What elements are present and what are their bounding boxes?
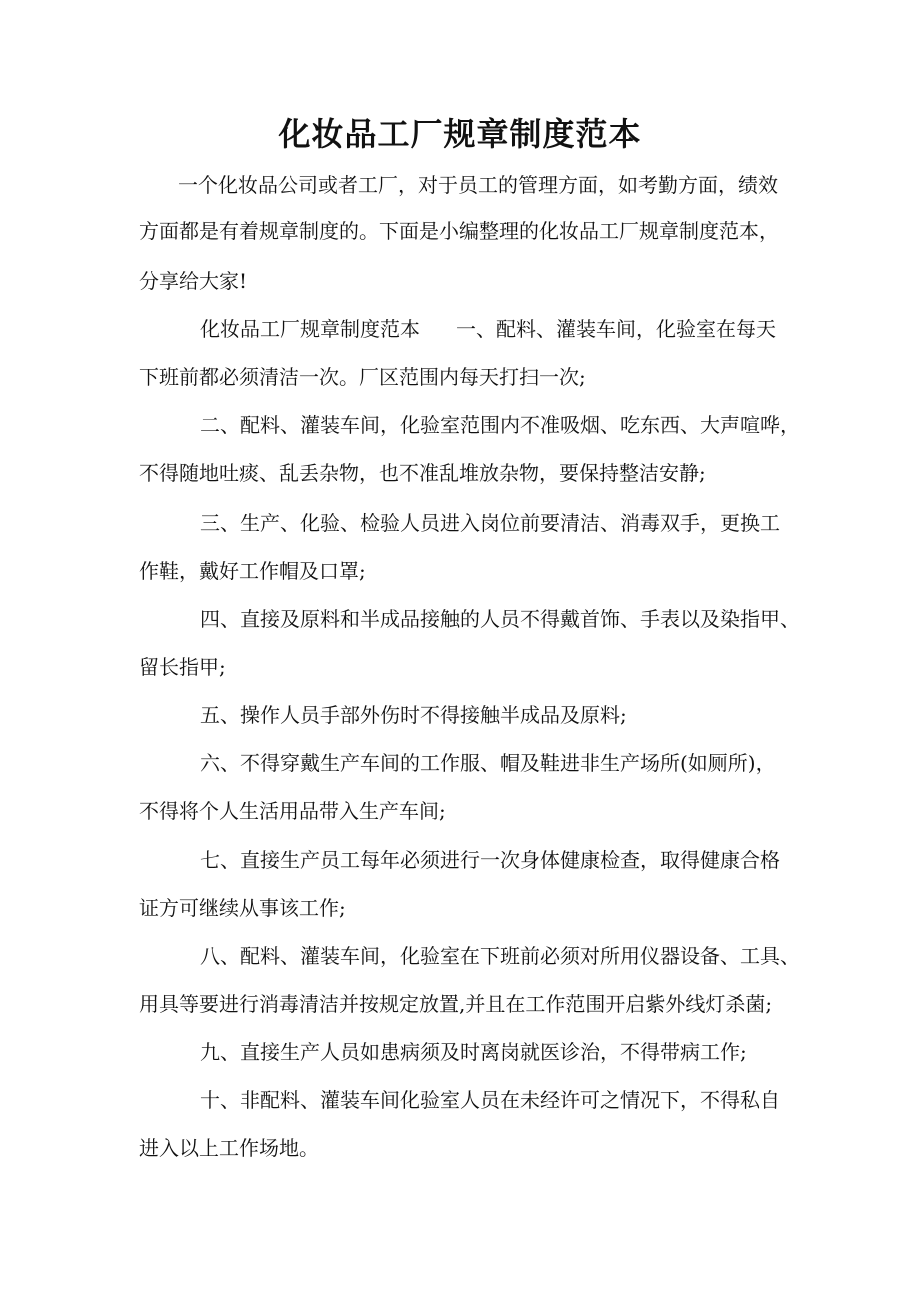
intro-line-2: 方面都是有着规章制度的。下面是小编整理的化妆品工厂规章制度范本，: [139, 219, 779, 243]
rule-2-line-1: 二、配料、灌装车间，化验室范围内不准吸烟、吃东西、大声喧哗，: [200, 413, 800, 437]
rule-10-line-1: 十、非配料、灌装车间化验室人员在未经许可之情况下，不得私自: [200, 1088, 780, 1112]
rule-1-text: 一、配料、灌装车间，化验室在每天: [456, 317, 776, 341]
intro-line-3: 分享给大家!: [139, 269, 248, 293]
rule-3-line-1: 三、生产、化验、检验人员进入岗位前要清洁、消毒双手，更换工: [200, 511, 780, 535]
rule-8-line-1: 八、配料、灌装车间，化验室在下班前必须对所用仪器设备、工具、: [200, 944, 800, 968]
rule-5-line-1: 五、操作人员手部外伤时不得接触半成品及原料;: [200, 703, 627, 727]
rule-4-line-2: 留长指甲;: [139, 655, 226, 679]
rule-1-line-1: [200, 314, 776, 344]
rule-7-line-2: 证方可继续从事该工作;: [139, 896, 346, 920]
rule-3-line-2: 作鞋，戴好工作帽及口罩;: [139, 559, 366, 583]
rule-8-line-2: 用具等要进行消毒清洁并按规定放置,并且在工作范围开启紫外线灯杀菌;: [139, 992, 773, 1016]
section-heading: 化妆品工厂规章制度范本: [200, 317, 420, 341]
intro-line-1: 一个化妆品公司或者工厂，对于员工的管理方面，如考勤方面，绩效: [178, 173, 778, 197]
rule-4-line-1: 四、直接及原料和半成品接触的人员不得戴首饰、手表以及染指甲、: [200, 607, 800, 631]
rule-6-line-1: 六、不得穿戴生产车间的工作服、帽及鞋进非生产场所(如厕所)，: [200, 751, 776, 775]
rule-9-line-1: 九、直接生产人员如患病须及时离岗就医诊治，不得带病工作;: [200, 1040, 747, 1064]
rule-2-line-2: 不得随地吐痰、乱丢杂物，也不准乱堆放杂物，要保持整洁安静;: [139, 461, 706, 485]
document-title: 化妆品工厂规章制度范本: [278, 115, 642, 153]
rule-10-line-2: 进入以上工作场地。: [139, 1136, 319, 1160]
rule-1-line-2: 下班前都必须清洁一次。厂区范围内每天打扫一次;: [139, 365, 586, 389]
rule-6-line-2: 不得将个人生活用品带入生产车间;: [139, 799, 446, 823]
rule-7-line-1: 七、直接生产员工每年必须进行一次身体健康检查，取得健康合格: [200, 848, 780, 872]
